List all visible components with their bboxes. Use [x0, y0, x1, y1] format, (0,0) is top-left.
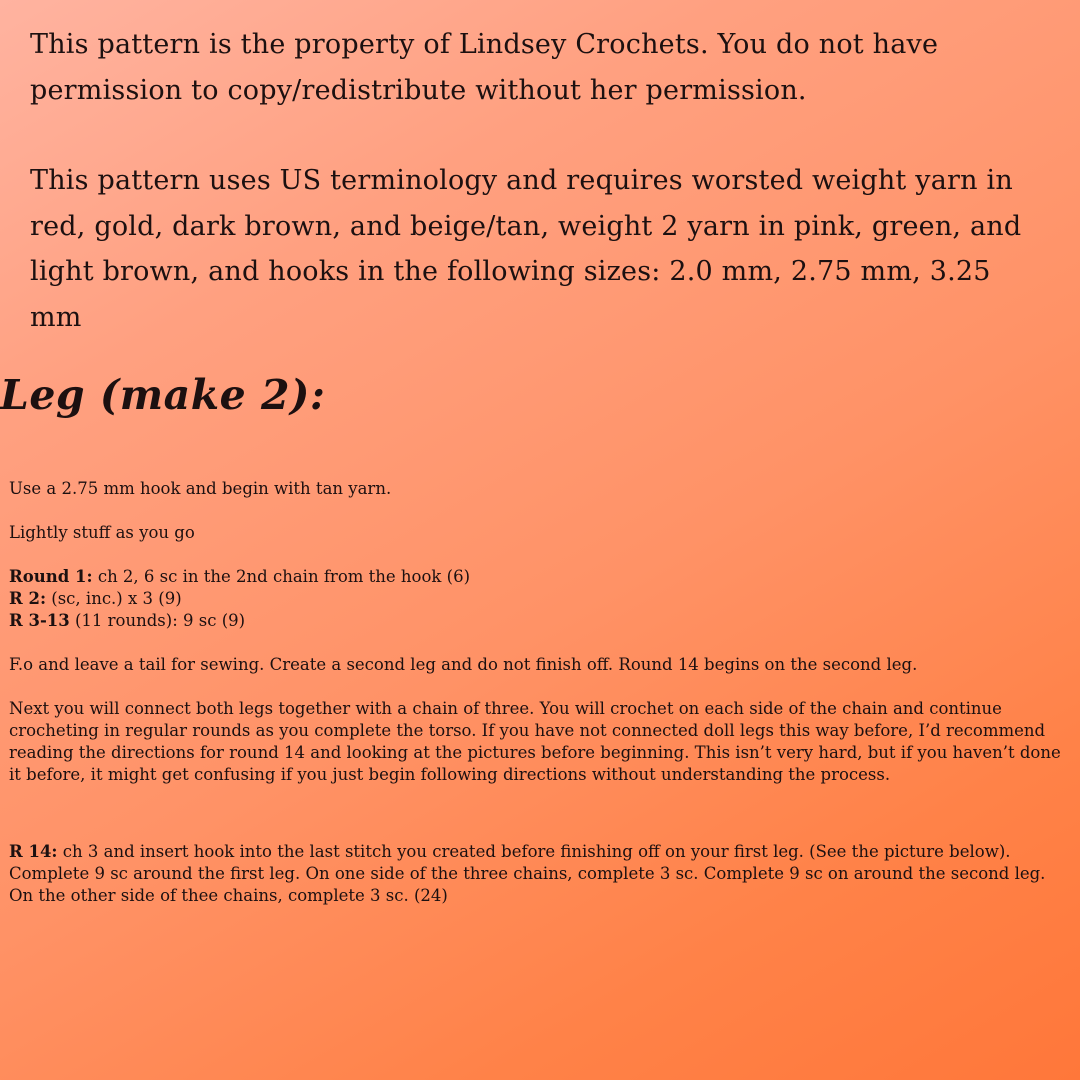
round-label: R 3-13 [9, 611, 70, 630]
round-text: ch 3 and insert hook into the last stitch you created before finishing off on your first leg. (See the picture below). Complete 9 sc around the first leg. On one side of the three chains, complete 3 sc. Complete 9 sc on around the second leg. On the other side of thee chains, complete 3 sc. (24) [9, 842, 1046, 905]
round-text: (sc, inc.) x 3 (9) [46, 589, 182, 608]
stuff-instruction: Lightly stuff as you go [9, 523, 195, 542]
round-text: ch 2, 6 sc in the 2nd chain from the hook (6) [92, 567, 471, 586]
hook-instruction: Use a 2.75 mm hook and begin with tan yarn. [9, 479, 392, 498]
round-14-instruction [9, 841, 1069, 907]
round-line [9, 588, 1069, 610]
round-label: R 14: [9, 842, 58, 861]
round-line [9, 566, 1069, 588]
round-line [9, 610, 1069, 632]
section-heading: Leg (make 2): [0, 371, 326, 419]
round-label: R 2: [9, 589, 47, 608]
round-text: (11 rounds): 9 sc (9) [69, 611, 246, 630]
round-label: Round 1: [9, 567, 93, 586]
round-list [9, 566, 1069, 632]
copyright-notice: This pattern is the property of Lindsey Crochets. You do not have permission to copy/redistribute without her permission. [30, 29, 939, 106]
materials-requirements: This pattern uses US terminology and requires worsted weight yarn in red, gold, dark brown, and beige/tan, weight 2 yarn in pink, green, and light brown, and hooks in the following sizes: 2.0 mm, 2.75 mm, 3.25 mm [30, 165, 1022, 333]
connect-legs-note: Next you will connect both legs together with a chain of three. You will crochet on each side of the chain and continue crocheting in regular rounds as you complete the torso. If you have not connected doll legs this way before, I’d recommend reading the directions for round 14 and looking at the pictures before beginning. This isn’t very hard, but if you haven’t done it before, it might get confusing if you just begin following directions without understanding the process. [9, 699, 1061, 784]
finish-off-instruction: F.o and leave a tail for sewing. Create a second leg and do not finish off. Round 14 begins on the second leg. [9, 655, 918, 674]
